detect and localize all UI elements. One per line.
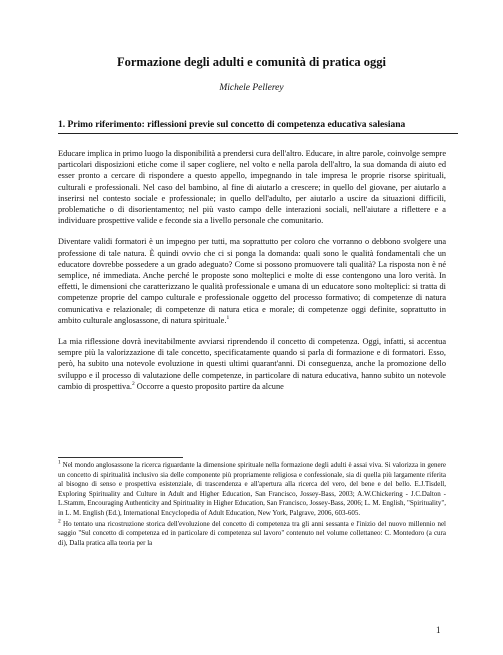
page-number: 1 [436, 625, 441, 635]
paragraph-2: Diventare validi formatori è un impegno per tutti, ma soprattutto per coloro che vorranno o debbono svolgere una professione di tale natura. È quindi ovvio che ci si ponga la domanda: quali sono le qualità fondamentali che un educatore dovrebbe possedere a un grado adeguato? Come si possono promuovere tali qualità? La risposta non è né semplice, né immediata. Anche perché le proposte sono molteplici e molte di esse contengono una loro verità. In effetti, le dimensioni che caratterizzano le qualità professionale e umana di un educatore sono molteplici: si tratta di competenze proprie del campo culturale e professionale oggetto del processo formativo; di competenze di natura comunicativa e relazionale; di competenze di natura etica e morale; di competenze oggi definite, soprattutto in ambito culturale anglosassone, di natura spirituale.$^1$ [58, 237, 446, 325]
footnote-number: 1 [58, 459, 61, 466]
section-heading: 1. Primo riferimento: riflessioni previe sul concetto di competenza educativa salesiana [58, 120, 458, 134]
footnote-ref-1[interactable]: 1 [226, 315, 230, 322]
footnote-separator [58, 457, 183, 458]
author-name: Michele Pellerey [219, 83, 284, 93]
paragraph-3: La mia riflessione dovrà inevitabilmente avviarsi riprendendo il concetto di competenza. Oggi, infatti, si accentua sempre più la valorizzazione di tale concetto, specificatamente quando si parla di formazione e di formatori. Esso, però, ha subito una notevole evoluzione in questi ultimi quarant'anni. Di conseguenza, anche la promozione dello sviluppo e il processo di valutazione delle competenze, in particolare di natura educativa, hanno subito un notevole cambio di prospettiva.$^2$ Occorre a questo proposito partire da alcune [58, 337, 446, 391]
footnote-2: $^2$ Ho tentato una ricostruzione storica dell'evoluzione del concetto di competenza tra gli anni sessanta e l'inizio del nuovo millennio nel saggio "Sul concetto di competenza ed in particolare di competenza sul lavoro" contenuto nel volume collettaneo: C. Montedoro (a cura di), Dalla pratica alla teoria per la [58, 518, 446, 547]
paragraph-1: Educare implica in primo luogo la disponibilità a prendersi cura dell'altro. Educare, in altre parole, coinvolge sempre particolari disposizioni etiche come il saper cogliere, nel volto e nella parola dell'altro, la sua domanda di aiuto ed esser pronto a cercare di rispondere a questo appello, impegnando in tale impresa le proprie risorse spirituali, culturali e professionali. Nel caso del bambino, al fine di aiutarlo a crescere; in quello del giovane, per aiutarlo a inserirsi nel contesto sociale e professionale; in quello dell'adulto, per aiutarlo a uscire da situazioni difficili, problematiche o di disorientamento; nel più vasto campo delle interazioni sociali, nell'aiutare a riflettere e a individuare prospettive valide e feconde sia a livello personale che comunitario. [58, 149, 446, 226]
body-text [58, 148, 446, 402]
document-title: Formazione degli adulti e comunità di pratica oggi [116, 55, 387, 69]
footnote-1: $^1$ Nel mondo anglosassone la ricerca riguardante la dimensione spirituale nella formazione degli adulti è assai viva. Si valorizza in genere un concetto di spiritualità inclusivo sia delle componente più propriamente religiosa e confessionale, sia di quella più largamente riferita al bisogno di senso e prospettiva esistenziale, di trascendenza e all'apertura alla ricerca del vero, del bene e del bello. E.J.Tisdell, Exploring Spirituality and Culture in Adult and Higher Education, San Francisco, Jossey-Bass, 2003; A.W.Chickering - J.C.Dalton - L.Stamm, Encouraging Authenticity and Spirituality in Higher Education, San Francisco, Jossey-Bass, 2006; L. M. English, "Spirituality", in L. M. English (Ed.), International Encyclopedia of Adult Education, New York, Palgrave, 2006, 603-605. [58, 459, 446, 517]
footnote-ref-2[interactable]: 2 [131, 381, 135, 388]
footnote-number: 2 [58, 518, 61, 525]
footnotes [58, 461, 446, 549]
